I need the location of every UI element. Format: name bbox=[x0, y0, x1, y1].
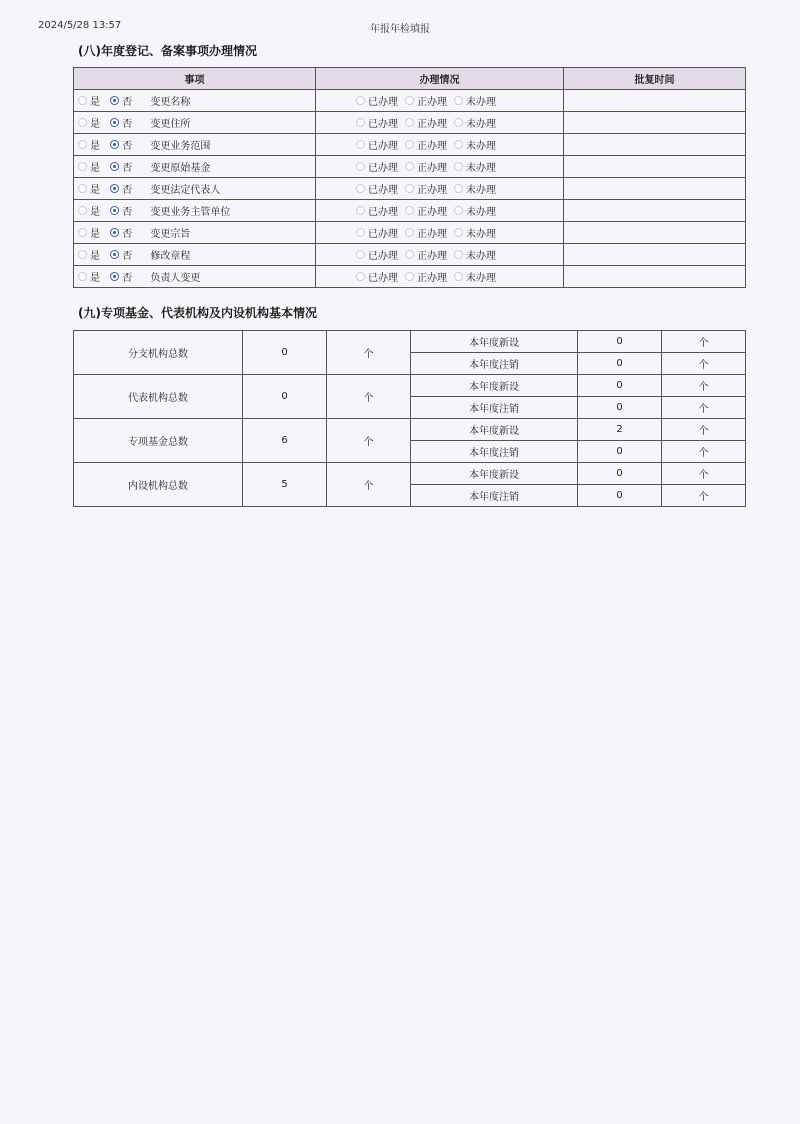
total-value: 6 bbox=[243, 419, 327, 463]
radio-icon[interactable] bbox=[356, 118, 365, 127]
yes-option[interactable] bbox=[78, 269, 100, 284]
col-header-approval-time: 批复时间 bbox=[564, 68, 746, 90]
radio-icon[interactable] bbox=[110, 184, 119, 193]
status-option[interactable] bbox=[356, 225, 398, 240]
radio-icon[interactable] bbox=[356, 250, 365, 259]
approval-time-cell bbox=[564, 90, 746, 112]
radio-icon[interactable] bbox=[78, 206, 87, 215]
status-label: 已办理 bbox=[368, 229, 398, 240]
status-cell bbox=[316, 90, 564, 112]
radio-icon[interactable] bbox=[110, 250, 119, 259]
item-name: 变更法定代表人 bbox=[150, 185, 221, 196]
radio-icon[interactable] bbox=[78, 140, 87, 149]
table-header-row bbox=[74, 68, 746, 90]
cancel-label: 本年度注销 bbox=[411, 397, 578, 419]
radio-icon[interactable] bbox=[78, 162, 87, 171]
item-cell bbox=[74, 134, 316, 156]
total-value: 0 bbox=[243, 331, 327, 375]
status-label: 已办理 bbox=[368, 207, 398, 218]
item-name: 变更住所 bbox=[150, 119, 191, 130]
radio-icon[interactable] bbox=[110, 272, 119, 281]
cancel-label: 本年度注销 bbox=[411, 441, 578, 463]
table-row bbox=[74, 112, 746, 134]
radio-icon[interactable] bbox=[454, 162, 463, 171]
radio-icon[interactable] bbox=[356, 96, 365, 105]
new-unit: 个 bbox=[662, 419, 746, 441]
radio-icon[interactable] bbox=[454, 250, 463, 259]
status-option[interactable] bbox=[405, 159, 447, 174]
radio-icon[interactable] bbox=[454, 184, 463, 193]
yes-option[interactable] bbox=[78, 115, 100, 130]
status-option[interactable] bbox=[405, 93, 447, 108]
item-name: 变更原始基金 bbox=[150, 163, 211, 174]
section9-title: (九)专项基金、代表机构及内设机构基本情况 bbox=[78, 306, 317, 320]
item-cell bbox=[74, 178, 316, 200]
no-option[interactable] bbox=[110, 159, 132, 174]
status-option[interactable] bbox=[454, 203, 496, 218]
no-option[interactable] bbox=[110, 181, 132, 196]
table-row bbox=[74, 244, 746, 266]
status-option[interactable] bbox=[356, 159, 398, 174]
cancel-value: 0 bbox=[578, 353, 662, 375]
yes-option[interactable] bbox=[78, 181, 100, 196]
institutions-table bbox=[73, 330, 746, 507]
registration-table bbox=[73, 67, 746, 288]
status-label: 未办理 bbox=[466, 229, 496, 240]
yes-option[interactable] bbox=[78, 247, 100, 262]
category-name: 内设机构总数 bbox=[74, 463, 243, 507]
radio-icon[interactable] bbox=[405, 96, 414, 105]
approval-time-cell bbox=[564, 178, 746, 200]
cancel-value: 0 bbox=[578, 397, 662, 419]
cancel-label: 本年度注销 bbox=[411, 353, 578, 375]
status-option[interactable] bbox=[356, 181, 398, 196]
status-cell bbox=[316, 134, 564, 156]
status-label: 已办理 bbox=[368, 185, 398, 196]
radio-icon[interactable] bbox=[110, 162, 119, 171]
no-option[interactable] bbox=[110, 115, 132, 130]
no-option[interactable] bbox=[110, 93, 132, 108]
status-label: 已办理 bbox=[368, 119, 398, 130]
item-cell bbox=[74, 200, 316, 222]
no-label: 否 bbox=[122, 163, 133, 174]
cancel-unit: 个 bbox=[662, 397, 746, 419]
radio-icon[interactable] bbox=[78, 228, 87, 237]
status-option[interactable] bbox=[356, 115, 398, 130]
status-option[interactable] bbox=[356, 269, 398, 284]
no-label: 否 bbox=[122, 141, 133, 152]
status-option[interactable] bbox=[405, 181, 447, 196]
total-value: 5 bbox=[243, 463, 327, 507]
no-label: 否 bbox=[122, 251, 133, 262]
no-label: 否 bbox=[122, 119, 133, 130]
radio-icon[interactable] bbox=[454, 118, 463, 127]
status-label: 已办理 bbox=[368, 141, 398, 152]
status-label: 已办理 bbox=[368, 251, 398, 262]
no-option[interactable] bbox=[110, 225, 132, 240]
status-label: 未办理 bbox=[466, 119, 496, 130]
status-option[interactable] bbox=[454, 93, 496, 108]
status-option[interactable] bbox=[405, 137, 447, 152]
approval-time-cell bbox=[564, 266, 746, 288]
status-label: 未办理 bbox=[466, 207, 496, 218]
status-label: 未办理 bbox=[466, 273, 496, 284]
total-unit: 个 bbox=[327, 331, 411, 375]
table-row bbox=[74, 222, 746, 244]
print-datetime: 2024/5/28 13:57 bbox=[38, 20, 122, 31]
total-unit: 个 bbox=[327, 375, 411, 419]
status-option[interactable] bbox=[405, 247, 447, 262]
no-option[interactable] bbox=[110, 247, 132, 262]
cancel-label: 本年度注销 bbox=[411, 485, 578, 507]
approval-time-cell bbox=[564, 112, 746, 134]
radio-icon[interactable] bbox=[356, 228, 365, 237]
status-label: 已办理 bbox=[368, 97, 398, 108]
status-option[interactable] bbox=[405, 115, 447, 130]
radio-icon[interactable] bbox=[110, 118, 119, 127]
status-label: 未办理 bbox=[466, 185, 496, 196]
no-option[interactable] bbox=[110, 203, 132, 218]
no-option[interactable] bbox=[110, 269, 132, 284]
yes-label: 是 bbox=[90, 229, 100, 240]
status-option[interactable] bbox=[356, 247, 398, 262]
item-name: 变更宗旨 bbox=[150, 229, 191, 240]
table-row bbox=[74, 419, 746, 441]
no-label: 否 bbox=[122, 97, 133, 108]
status-label: 正办理 bbox=[417, 185, 447, 196]
approval-time-cell bbox=[564, 134, 746, 156]
new-label: 本年度新设 bbox=[411, 375, 578, 397]
status-option[interactable] bbox=[454, 115, 496, 130]
new-label: 本年度新设 bbox=[411, 331, 578, 353]
radio-icon[interactable] bbox=[454, 228, 463, 237]
radio-icon[interactable] bbox=[78, 250, 87, 259]
status-cell bbox=[316, 200, 564, 222]
print-header bbox=[38, 20, 762, 36]
item-name: 负责人变更 bbox=[150, 273, 201, 284]
category-name: 分支机构总数 bbox=[74, 331, 243, 375]
yes-label: 是 bbox=[90, 97, 100, 108]
approval-time-cell bbox=[564, 156, 746, 178]
status-cell bbox=[316, 178, 564, 200]
status-label: 正办理 bbox=[417, 141, 447, 152]
table-row bbox=[74, 90, 746, 112]
radio-icon[interactable] bbox=[454, 272, 463, 281]
yes-label: 是 bbox=[90, 185, 100, 196]
status-option[interactable] bbox=[454, 225, 496, 240]
status-option[interactable] bbox=[454, 269, 496, 284]
new-unit: 个 bbox=[662, 375, 746, 397]
new-value: 2 bbox=[578, 419, 662, 441]
item-name: 修改章程 bbox=[150, 251, 191, 262]
radio-icon[interactable] bbox=[405, 162, 414, 171]
item-cell bbox=[74, 112, 316, 134]
yes-label: 是 bbox=[90, 207, 100, 218]
item-cell bbox=[74, 266, 316, 288]
new-label: 本年度新设 bbox=[411, 463, 578, 485]
cancel-value: 0 bbox=[578, 441, 662, 463]
radio-icon[interactable] bbox=[454, 140, 463, 149]
status-option[interactable] bbox=[356, 93, 398, 108]
section8-title: (八)年度登记、备案事项办理情况 bbox=[78, 44, 257, 58]
print-title: 年报年检填报 bbox=[370, 24, 430, 35]
new-value: 0 bbox=[578, 375, 662, 397]
total-value: 0 bbox=[243, 375, 327, 419]
radio-icon[interactable] bbox=[356, 162, 365, 171]
radio-icon[interactable] bbox=[454, 206, 463, 215]
item-cell bbox=[74, 244, 316, 266]
table-row bbox=[74, 266, 746, 288]
yes-option[interactable] bbox=[78, 93, 100, 108]
status-label: 未办理 bbox=[466, 97, 496, 108]
radio-icon[interactable] bbox=[454, 96, 463, 105]
yes-option[interactable] bbox=[78, 203, 100, 218]
table-row bbox=[74, 200, 746, 222]
radio-icon[interactable] bbox=[110, 228, 119, 237]
no-option[interactable] bbox=[110, 137, 132, 152]
radio-icon[interactable] bbox=[405, 184, 414, 193]
status-cell bbox=[316, 156, 564, 178]
approval-time-cell bbox=[564, 222, 746, 244]
status-label: 未办理 bbox=[466, 163, 496, 174]
table-row bbox=[74, 178, 746, 200]
radio-icon[interactable] bbox=[405, 250, 414, 259]
status-option[interactable] bbox=[454, 159, 496, 174]
radio-icon[interactable] bbox=[78, 184, 87, 193]
yes-label: 是 bbox=[90, 251, 100, 262]
yes-label: 是 bbox=[90, 141, 100, 152]
category-name: 代表机构总数 bbox=[74, 375, 243, 419]
new-value: 0 bbox=[578, 463, 662, 485]
status-label: 正办理 bbox=[417, 207, 447, 218]
table-row bbox=[74, 134, 746, 156]
status-label: 未办理 bbox=[466, 141, 496, 152]
status-option[interactable] bbox=[356, 137, 398, 152]
item-name: 变更业务范围 bbox=[150, 141, 211, 152]
total-unit: 个 bbox=[327, 463, 411, 507]
status-cell bbox=[316, 112, 564, 134]
status-label: 正办理 bbox=[417, 163, 447, 174]
yes-label: 是 bbox=[90, 163, 100, 174]
status-label: 未办理 bbox=[466, 251, 496, 262]
radio-icon[interactable] bbox=[110, 96, 119, 105]
item-cell bbox=[74, 156, 316, 178]
status-label: 正办理 bbox=[417, 273, 447, 284]
yes-option[interactable] bbox=[78, 159, 100, 174]
status-option[interactable] bbox=[405, 269, 447, 284]
radio-icon[interactable] bbox=[78, 96, 87, 105]
status-option[interactable] bbox=[405, 225, 447, 240]
no-label: 否 bbox=[122, 185, 133, 196]
item-name: 变更名称 bbox=[150, 97, 191, 108]
col-header-status: 办理情况 bbox=[316, 68, 564, 90]
approval-time-cell bbox=[564, 200, 746, 222]
radio-icon[interactable] bbox=[356, 272, 365, 281]
new-label: 本年度新设 bbox=[411, 419, 578, 441]
no-label: 否 bbox=[122, 207, 133, 218]
item-name: 变更业务主管单位 bbox=[150, 207, 231, 218]
approval-time-cell bbox=[564, 244, 746, 266]
new-value: 0 bbox=[578, 331, 662, 353]
radio-icon[interactable] bbox=[405, 228, 414, 237]
radio-icon[interactable] bbox=[405, 118, 414, 127]
radio-icon[interactable] bbox=[110, 140, 119, 149]
new-unit: 个 bbox=[662, 331, 746, 353]
status-label: 已办理 bbox=[368, 273, 398, 284]
cancel-unit: 个 bbox=[662, 353, 746, 375]
status-option[interactable] bbox=[405, 203, 447, 218]
status-cell bbox=[316, 266, 564, 288]
status-label: 正办理 bbox=[417, 97, 447, 108]
no-label: 否 bbox=[122, 273, 133, 284]
radio-icon[interactable] bbox=[356, 140, 365, 149]
total-unit: 个 bbox=[327, 419, 411, 463]
radio-icon[interactable] bbox=[405, 140, 414, 149]
table-row bbox=[74, 156, 746, 178]
yes-label: 是 bbox=[90, 273, 100, 284]
new-unit: 个 bbox=[662, 463, 746, 485]
status-label: 正办理 bbox=[417, 251, 447, 262]
radio-icon[interactable] bbox=[405, 272, 414, 281]
status-label: 正办理 bbox=[417, 119, 447, 130]
item-cell bbox=[74, 90, 316, 112]
status-option[interactable] bbox=[454, 247, 496, 262]
category-name: 专项基金总数 bbox=[74, 419, 243, 463]
status-cell bbox=[316, 222, 564, 244]
radio-icon[interactable] bbox=[110, 206, 119, 215]
item-cell bbox=[74, 222, 316, 244]
status-label: 正办理 bbox=[417, 229, 447, 240]
status-option[interactable] bbox=[454, 181, 496, 196]
radio-icon[interactable] bbox=[356, 206, 365, 215]
no-label: 否 bbox=[122, 229, 133, 240]
table-row bbox=[74, 375, 746, 397]
radio-icon[interactable] bbox=[78, 118, 87, 127]
table-row bbox=[74, 331, 746, 353]
yes-option[interactable] bbox=[78, 225, 100, 240]
status-option[interactable] bbox=[454, 137, 496, 152]
status-option[interactable] bbox=[356, 203, 398, 218]
yes-label: 是 bbox=[90, 119, 100, 130]
cancel-value: 0 bbox=[578, 485, 662, 507]
radio-icon[interactable] bbox=[78, 272, 87, 281]
status-cell bbox=[316, 244, 564, 266]
status-label: 已办理 bbox=[368, 163, 398, 174]
cancel-unit: 个 bbox=[662, 485, 746, 507]
radio-icon[interactable] bbox=[405, 206, 414, 215]
yes-option[interactable] bbox=[78, 137, 100, 152]
col-header-item: 事项 bbox=[74, 68, 316, 90]
cancel-unit: 个 bbox=[662, 441, 746, 463]
table-row bbox=[74, 463, 746, 485]
radio-icon[interactable] bbox=[356, 184, 365, 193]
